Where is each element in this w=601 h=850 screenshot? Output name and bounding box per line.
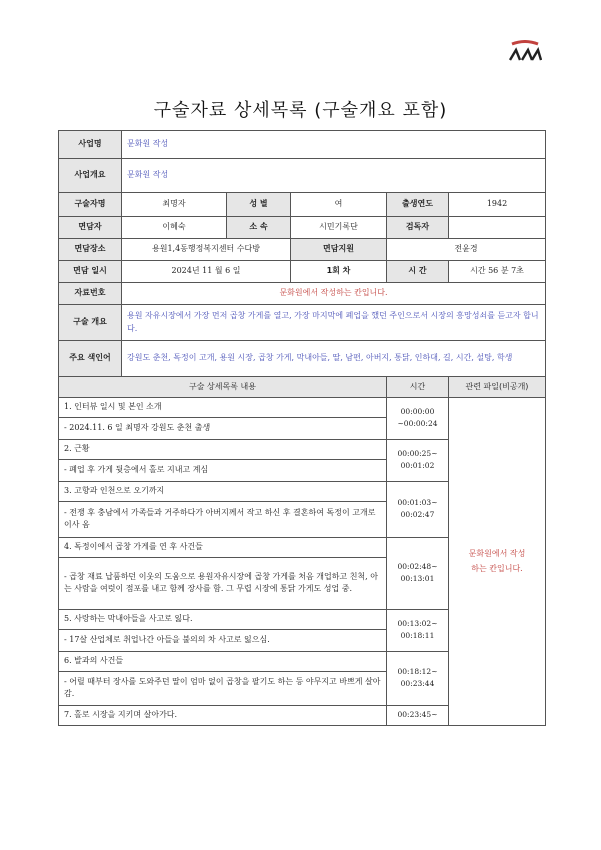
reviewer-value [449,217,546,239]
list-item-time: 00:23:45~ [387,705,449,725]
list-item-title: 2. 근황 [59,439,387,459]
list-item-detail: - 곱창 재료 납품하던 이웃의 도움으로 용원자유시장에 곱창 가게를 처음 개업하고 친척, 아는 사람을 여럿이 점포를 내고 함께 장사를 함. 그 무렵 시장에 통닭 가게도 성업 중. [59,557,387,609]
cultural-center-logo-icon [508,40,542,62]
gender-value: 여 [291,193,387,217]
affiliation-value: 시민기록단 [291,217,387,239]
record-table [58,130,545,726]
list-item-time: 00:02:48~ 00:13:01 [387,537,449,609]
project-name-label: 사업명 [59,131,122,159]
duration-value: 시간 56 분 7초 [449,261,546,283]
supporter-label: 면담지원 [291,239,387,261]
place-value: 용원1,4동행정복지센터 수다방 [122,239,291,261]
list-item-title: 7. 홀로 시장을 지키며 살아가다. [59,705,387,725]
date-value: 2024년 11 월 6 일 [122,261,291,283]
reviewer-label: 검독자 [387,217,449,239]
list-item-detail: - 17살 산업체로 취업나간 아들을 불의의 차 사고로 잃으심. [59,629,387,651]
project-name-value: 문화원 작성 [122,131,546,159]
list-item-detail: - 2024.11. 6 일 최명자 강원도 춘천 출생 [59,417,387,439]
list-item-time: 00:18:12~ 00:23:44 [387,651,449,705]
birth-year-value: 1942 [449,193,546,217]
narrator-label: 구술자명 [59,193,122,217]
list-item-title: 1. 인터뷰 일시 및 본인 소개 [59,397,387,417]
keywords-value: 강원도 춘천, 독정이 고개, 용원 시장, 곱창 가게, 막내아들, 딸, 남편, 아버지, 통닭, 인하대, 길, 시간, 설탕, 학생 [122,341,546,377]
interviewer-value: 이혜숙 [122,217,227,239]
summary-label: 구술 개요 [59,305,122,341]
record-no-value: 문화원에서 작성하는 칸입니다. [122,283,546,305]
supporter-value: 전윤경 [387,239,546,261]
birth-year-label: 출생연도 [387,193,449,217]
list-item-time: 00:13:02~ 00:18:11 [387,609,449,651]
list-item-time: 00:00:25~ 00:01:02 [387,439,449,481]
list-header-file: 관련 파일(비공개) [449,377,546,397]
project-overview-value: 문화원 작성 [122,159,546,193]
list-item-time: 00:01:03~ 00:02:47 [387,481,449,537]
list-item-title: 3. 고향과 인천으로 오기까지 [59,481,387,501]
date-label: 면담 일시 [59,261,122,283]
list-item-detail: - 어릴 때부터 장사를 도와주던 딸이 엄마 없이 곱창을 팔기도 하는 등 야무지고 바쁘게 살아감. [59,671,387,705]
list-item-time: 00:00:00 ~00:00:24 [387,397,449,439]
session-value: 1회 차 [291,261,387,283]
summary-value: 용원 자유시장에서 가장 먼저 곱창 가게를 열고, 가장 마지막에 폐업을 했던 주인으로서 시장의 흥망성쇠를 듣고자 합니다. [122,305,546,341]
affiliation-label: 소 속 [227,217,291,239]
list-item-detail: - 전쟁 후 충남에서 가족들과 거주하다가 아버지께서 작고 하신 후 결혼하여 독정이 고개로 이사 옴 [59,501,387,537]
list-item-detail: - 폐업 후 가게 뒷층에서 홀로 지내고 계심 [59,459,387,481]
list-item-title: 5. 사랑하는 막내아들을 사고로 잃다. [59,609,387,629]
duration-label: 시 간 [387,261,449,283]
keywords-label: 주요 색인어 [59,341,122,377]
place-label: 면담장소 [59,239,122,261]
list-item-title: 4. 독정이에서 곱창 가게를 연 후 사건들 [59,537,387,557]
project-overview-label: 사업개요 [59,159,122,193]
gender-label: 성 별 [227,193,291,217]
record-no-label: 자료번호 [59,283,122,305]
list-item-title: 6. 발과의 사건들 [59,651,387,671]
interviewer-label: 면담자 [59,217,122,239]
narrator-value: 최명자 [122,193,227,217]
list-header-content: 구술 상세목록 내용 [59,377,387,397]
page-title: 구술자료 상세목록 (구술개요 포함) [153,100,448,121]
file-note-text: 문화원에서 작성하는 칸입니다. [468,548,526,573]
list-header-time: 시간 [387,377,449,397]
file-note [449,397,546,725]
